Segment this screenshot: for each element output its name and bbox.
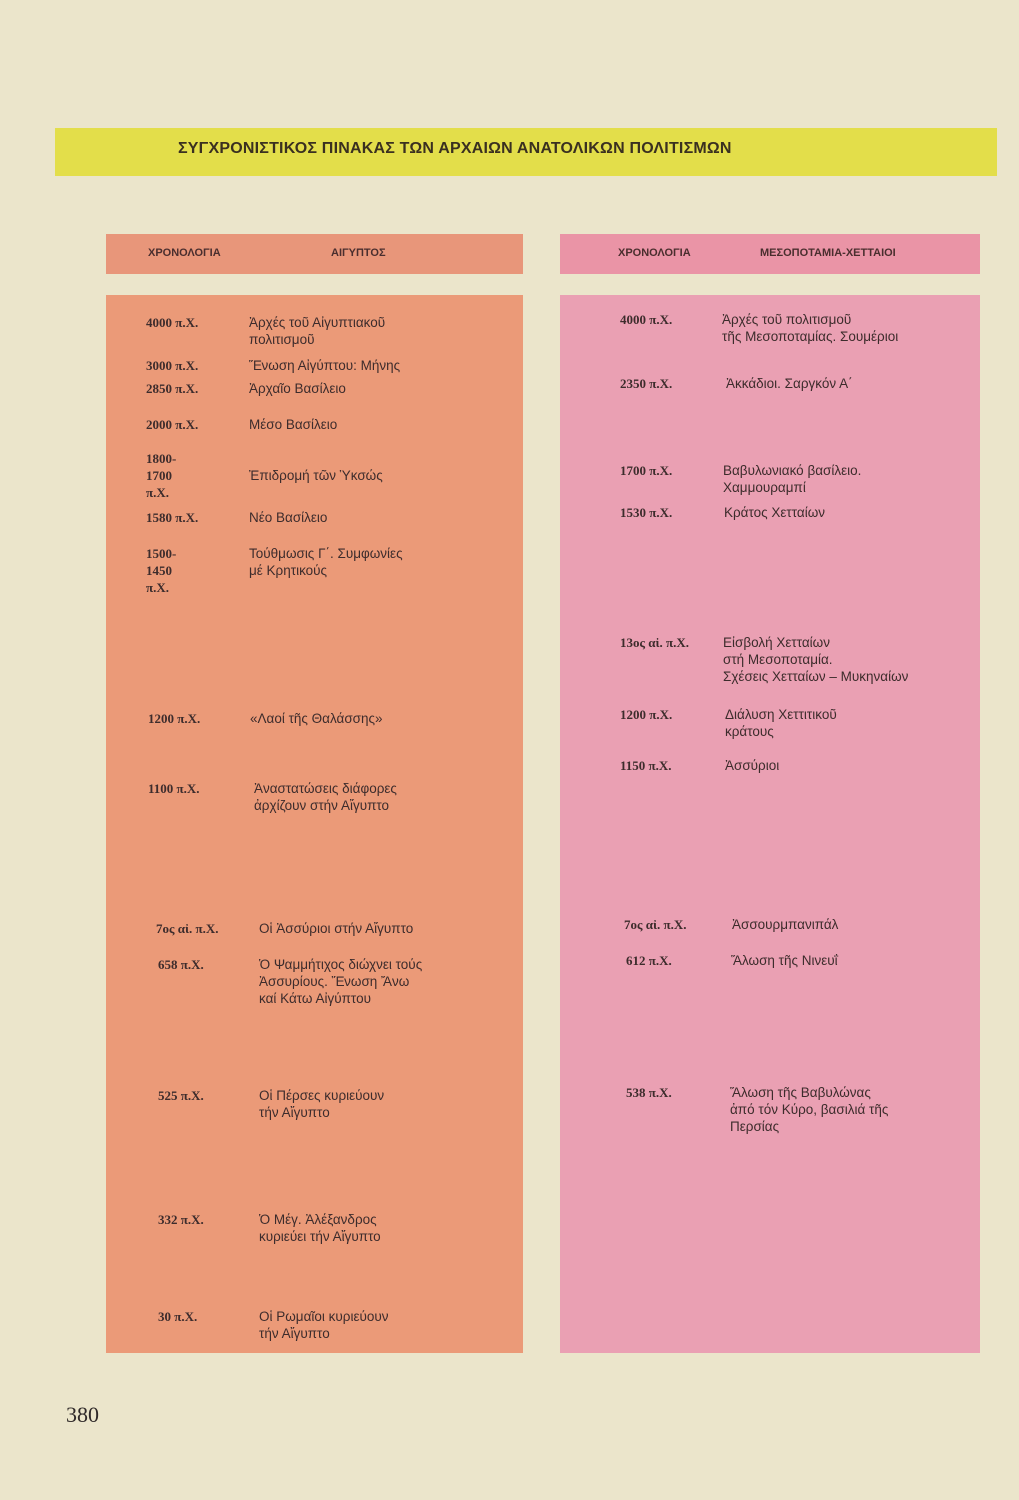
egypt-event: Ἐπιδρομή τῶν Ὑκσώς (249, 468, 383, 483)
egypt-event: «Λαοί τῆς Θαλάσσης» (250, 711, 383, 726)
mesopotamia-date-header: ΧΡΟΝΟΛΟΓΙΑ (618, 247, 691, 259)
egypt-event: Ἀναστατώσεις διάφορες ἀρχίζουν στήν Αἴγυπτο (254, 781, 397, 813)
egypt-date: 4000 π.Χ. (146, 315, 199, 330)
egypt-event: Οἱ Ρωμαῖοι κυριεύουν τήν Αἴγυπτο (259, 1309, 389, 1341)
egypt-date: 525 π.Χ. (158, 1088, 204, 1103)
mesopotamia-event: Κράτος Χετταίων (724, 505, 825, 520)
egypt-event: Νέο Βασίλειο (249, 510, 328, 525)
egypt-event: Ὁ Ψαμμήτιχος διώχνει τούς Ἀσσυρίους. Ἕνωση Ἄνω καί Κάτω Αἰγύπτου (259, 957, 423, 1006)
egypt-date: 2850 π.Χ. (146, 381, 199, 396)
egypt-event: Μέσο Βασίλειο (249, 417, 338, 432)
egypt-date: 30 π.Χ. (158, 1309, 198, 1324)
mesopotamia-date: 612 π.Χ. (626, 953, 672, 968)
egypt-event: Ἀρχαῖο Βασίλειο (249, 381, 346, 396)
mesopotamia-column (560, 295, 980, 1353)
egypt-date: 2000 π.Χ. (146, 417, 199, 432)
mesopotamia-event: Εἰσβολή Χετταίων στή Μεσοποταμία. Σχέσεις Χετταίων – Μυκηναίων (723, 635, 909, 684)
mesopotamia-date: 2350 π.Χ. (620, 376, 673, 391)
egypt-event: Τούθμωσις Γ΄. Συμφωνίες μέ Κρητικούς (249, 546, 403, 578)
egypt-date: 1500- 1450 π.Χ. (146, 546, 177, 595)
mesopotamia-event: Ἀσσύριοι (725, 758, 780, 773)
mesopotamia-event: Ἀρχές τοῦ πολιτισμοῦ τῆς Μεσοποταμίας. Σουμέριοι (722, 312, 899, 344)
egypt-event: Ὁ Μέγ. Ἀλέξανδρος κυριεύει τήν Αἴγυπτο (259, 1212, 381, 1244)
egypt-date: 3000 π.Χ. (146, 358, 199, 373)
egypt-date-header: ΧΡΟΝΟΛΟΓΙΑ (148, 247, 221, 259)
page-number: 380 (66, 1402, 99, 1427)
mesopotamia-region-header: ΜΕΣΟΠΟΤΑΜΙΑ-ΧΕΤΤΑΙΟΙ (760, 247, 896, 259)
egypt-date: 7ος αἰ. π.Χ. (156, 921, 219, 936)
mesopotamia-event: Βαβυλωνιακό βασίλειο. Χαμμουραμπί (723, 463, 862, 495)
egypt-region-header: ΑΙΓΥΠΤΟΣ (331, 247, 386, 259)
mesopotamia-event: Ἀσσουρμπανιπάλ (732, 917, 839, 932)
egypt-event: Ἕνωση Αἰγύπτου: Μήνης (249, 358, 401, 373)
mesopotamia-date: 1530 π.Χ. (620, 505, 673, 520)
egypt-date: 332 π.Χ. (158, 1212, 204, 1227)
mesopotamia-date: 538 π.Χ. (626, 1085, 672, 1100)
egypt-date: 1100 π.Χ. (148, 781, 200, 796)
mesopotamia-date: 13ος αἰ. π.Χ. (620, 635, 690, 650)
egypt-date: 1200 π.Χ. (148, 711, 201, 726)
mesopotamia-date: 4000 π.Χ. (620, 312, 673, 327)
egypt-event: Οἱ Πέρσες κυριεύουν τήν Αἴγυπτο (259, 1088, 385, 1120)
mesopotamia-date: 1150 π.Χ. (620, 758, 672, 773)
mesopotamia-header (560, 234, 980, 274)
mesopotamia-date: 1200 π.Χ. (620, 707, 673, 722)
mesopotamia-date: 7ος αἰ. π.Χ. (624, 917, 687, 932)
egypt-date: 1580 π.Χ. (146, 510, 199, 525)
egypt-date: 1800- 1700 π.Χ. (146, 451, 177, 500)
egypt-event: Οἱ Ἀσσύριοι στήν Αἴγυπτο (259, 921, 414, 936)
egypt-header (106, 234, 523, 274)
page-title: ΣΥΓΧΡΟΝΙΣΤΙΚΟΣ ΠΙΝΑΚΑΣ ΤΩΝ ΑΡΧΑΙΩΝ ΑΝΑΤΟΛΙΚΩΝ ΠΟΛΙΤΙΣΜΩΝ (178, 140, 732, 157)
mesopotamia-event: Ἅλωση τῆς Νινευΐ (731, 953, 838, 968)
egypt-event: Ἀρχές τοῦ Αἰγυπτιακοῦ πολιτισμοῦ (249, 315, 386, 347)
mesopotamia-event: Διάλυση Χεττιτικοῦ κράτους (725, 707, 837, 739)
egypt-date: 658 π.Χ. (158, 957, 204, 972)
mesopotamia-event: Ἅλωση τῆς Βαβυλώνας ἀπό τόν Κύρο, βασιλιά τῆς Περσίας (730, 1085, 889, 1134)
mesopotamia-event: Ἀκκάδιοι. Σαργκόν Α΄ (726, 376, 853, 391)
mesopotamia-date: 1700 π.Χ. (620, 463, 673, 478)
